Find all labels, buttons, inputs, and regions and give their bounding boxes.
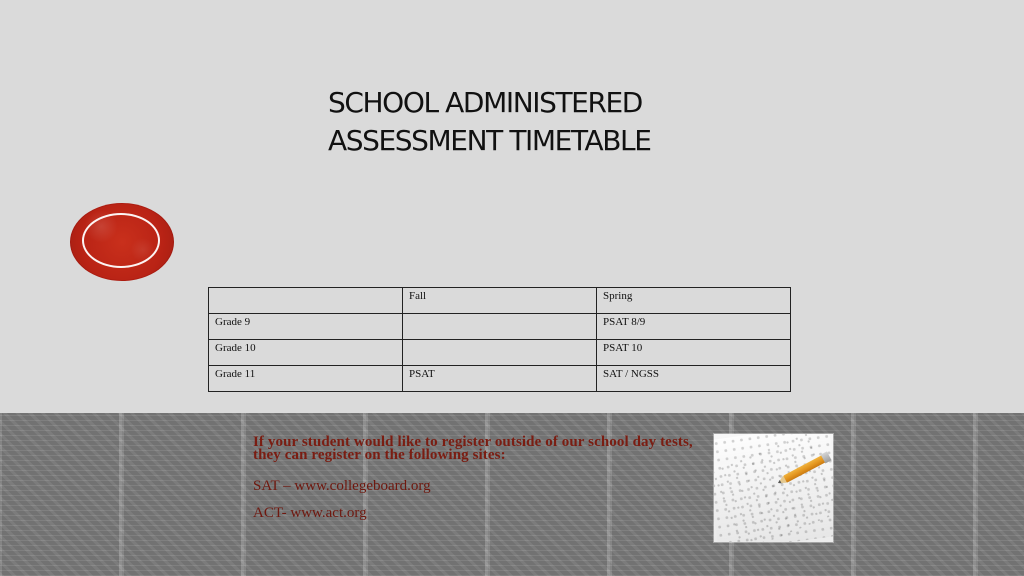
sat-link-text: SAT – www.collegeboard.org	[253, 478, 431, 494]
table-cell	[403, 340, 597, 366]
assessment-table	[208, 287, 791, 392]
slide-title-line-1: SCHOOL ADMINISTERED	[328, 86, 642, 119]
table-header-row	[209, 288, 791, 314]
table-row	[209, 340, 791, 366]
registration-lead	[253, 436, 793, 462]
table-cell: Grade 11	[209, 366, 403, 392]
red-circle-badge-icon	[70, 203, 174, 281]
table-row	[209, 366, 791, 392]
registration-info	[253, 436, 793, 522]
table-cell: Grade 9	[209, 314, 403, 340]
registration-lead-line-1: If your student would like to register outside of our school day tests,	[253, 434, 693, 450]
table-header-cell-spring: Spring	[597, 288, 791, 314]
table-cell: Grade 10	[209, 340, 403, 366]
table-header-cell-fall: Fall	[403, 288, 597, 314]
table-row	[209, 314, 791, 340]
registration-lead-line-2: they can register on the following sites:	[253, 447, 506, 463]
table-cell: PSAT	[403, 366, 597, 392]
table-cell: PSAT 10	[597, 340, 791, 366]
table-cell: PSAT 8/9	[597, 314, 791, 340]
answer-sheet-pencil-image	[714, 434, 833, 542]
slide-title	[328, 84, 651, 160]
badge-ring	[82, 213, 160, 268]
table-header-cell-empty	[209, 288, 403, 314]
table-cell: SAT / NGSS	[597, 366, 791, 392]
table-cell	[403, 314, 597, 340]
act-link-text: ACT- www.act.org	[253, 505, 367, 521]
slide-title-line-2: ASSESSMENT TIMETABLE	[328, 124, 651, 157]
